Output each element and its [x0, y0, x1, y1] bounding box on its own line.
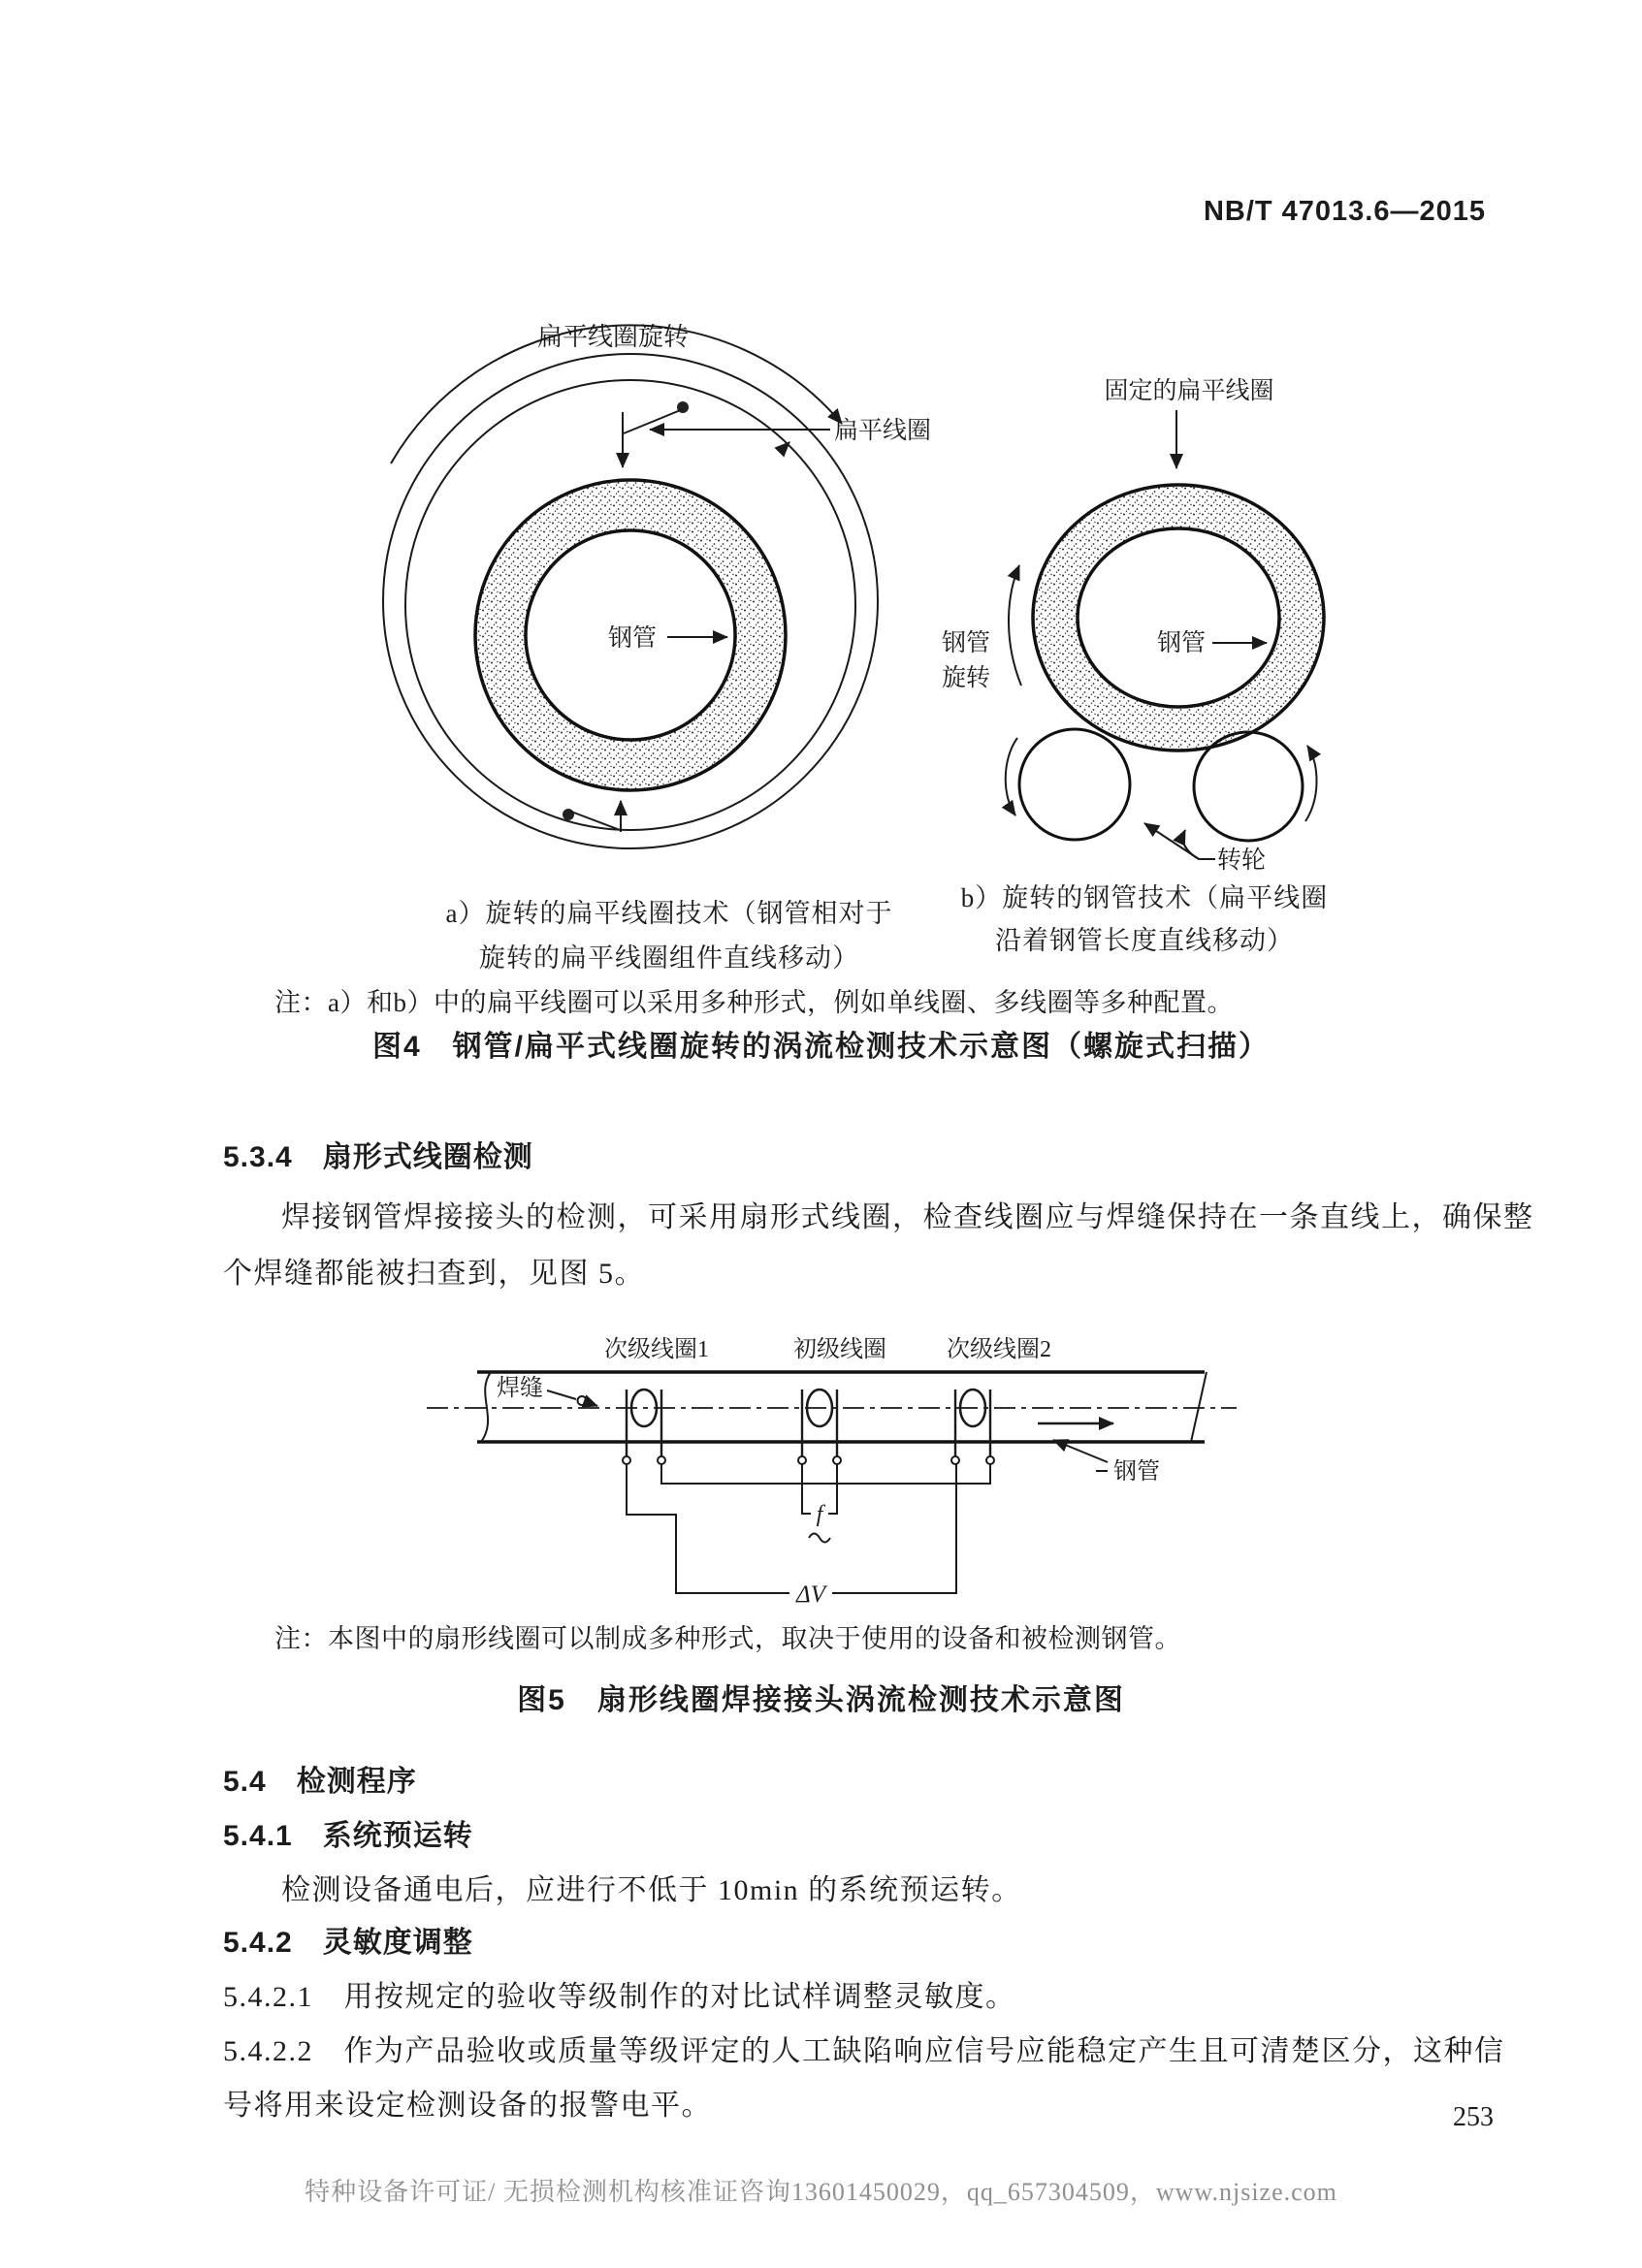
section-5-3-4-heading: 5.3.4 扇形式线圈检测 [223, 1141, 533, 1173]
pipe-label: 钢管 [1113, 1459, 1160, 1485]
standard-number: NB/T 47013.6—2015 [1203, 196, 1486, 227]
steel-pipe-callout [608, 624, 727, 652]
roller-callout [1144, 823, 1266, 874]
figure4a-caption-line1: a）旋转的扁平线圈技术（钢管相对于 [445, 899, 893, 928]
steel-pipe-callout [1157, 629, 1267, 656]
weld-seam-callout [497, 1375, 597, 1406]
secondary-coil2-label: 次级线圈2 [947, 1337, 1051, 1362]
section-5-4-heading: 5.4 检测程序 [223, 1766, 417, 1798]
pipe-rotation-label-line1: 钢管 [941, 630, 991, 656]
flat-coil-rotation-label: 扁平线圈旋转 [536, 323, 690, 351]
figure5-diagram [417, 1333, 1271, 1624]
primary-coil-label: 初级线圈 [793, 1337, 886, 1362]
frequency-label: f [816, 1502, 823, 1527]
flat-coil-marker-top [623, 401, 689, 467]
flat-coil-label: 扁平线圈 [834, 418, 932, 444]
delta-v-label: ΔV [796, 1581, 825, 1608]
section-5-4-2-1-para: 5.4.2.1 用按规定的验收等级制作的对比试样调整灵敏度。 [223, 1981, 1016, 2013]
figure4a-caption-line2: 旋转的扁平线圈组件直线移动） [479, 943, 859, 973]
pipe-rotation-callout [942, 565, 1021, 691]
section-5-3-4-para-line2: 个焊缝都能被扫查到，见图 5。 [223, 1258, 645, 1290]
section-5-4-2-heading: 5.4.2 灵敏度调整 [223, 1927, 473, 1959]
section-5-3-4-para-line1: 焊接钢管焊接接头的检测，可采用扇形式线圈，检查线圈应与焊缝保持在一条直线上，确保整 [281, 1201, 1534, 1233]
figure4-note: 注：a）和b）中的扁平线圈可以采用多种形式，例如单线圈、多线圈等多种配置。 [274, 988, 1234, 1017]
pipe-rotation-label-line2: 旋转 [941, 665, 991, 691]
section-5-4-1-para: 检测设备通电后，应进行不低于 10min 的系统预运转。 [281, 1874, 1022, 1906]
figure5-title: 图5 扇形线圈焊接接头涡流检测技术示意图 [517, 1684, 1125, 1716]
figure4a-diagram [359, 320, 980, 882]
figure4-title: 图4 钢管/扁平式线圈旋转的涡流检测技术示意图（螺旋式扫描） [371, 1031, 1271, 1063]
pipe-callout [1053, 1440, 1160, 1485]
frequency-source [809, 1502, 830, 1543]
figure4b-caption-line2: 沿着钢管长度直线移动） [995, 926, 1294, 955]
section-5-4-2-2-line1: 5.4.2.2 作为产品验收或质量等级评定的人工缺陷响应信号应能稳定产生且可清楚区分，这种信 [223, 2035, 1505, 2067]
steel-pipe-label: 钢管 [607, 625, 658, 652]
section-5-4-1-heading: 5.4.1 系统预运转 [223, 1820, 473, 1852]
figure4b-diagram [921, 364, 1368, 945]
coil-terminals [623, 1456, 994, 1464]
steel-pipe-ring [1033, 485, 1324, 751]
steel-pipe-label: 钢管 [1156, 630, 1207, 656]
footer-watermark: 特种设备许可证/ 无损检测机构核准证咨询13601450029，qq_657304509，www.njsize.com [305, 2178, 1337, 2206]
fixed-flat-coil-label: 固定的扁平线圈 [1104, 378, 1274, 404]
page-number: 253 [1453, 2102, 1494, 2132]
flat-coil-callout [650, 417, 931, 444]
encircling-coils [627, 1390, 990, 1458]
figure4b-caption-line1: b）旋转的钢管技术（扁平线圈 [960, 883, 1329, 912]
circuit-wiring [627, 1464, 990, 1593]
roller-label: 转轮 [1216, 847, 1267, 874]
secondary-coil1-label: 次级线圈1 [604, 1337, 709, 1362]
weld-seam-label: 焊缝 [497, 1376, 543, 1401]
figure5-note: 注：本图中的扇形线圈可以制成多种形式，取决于使用的设备和被检测钢管。 [274, 1624, 1181, 1653]
section-5-4-2-2-line2: 号将用来设定检测设备的报警电平。 [223, 2090, 712, 2122]
